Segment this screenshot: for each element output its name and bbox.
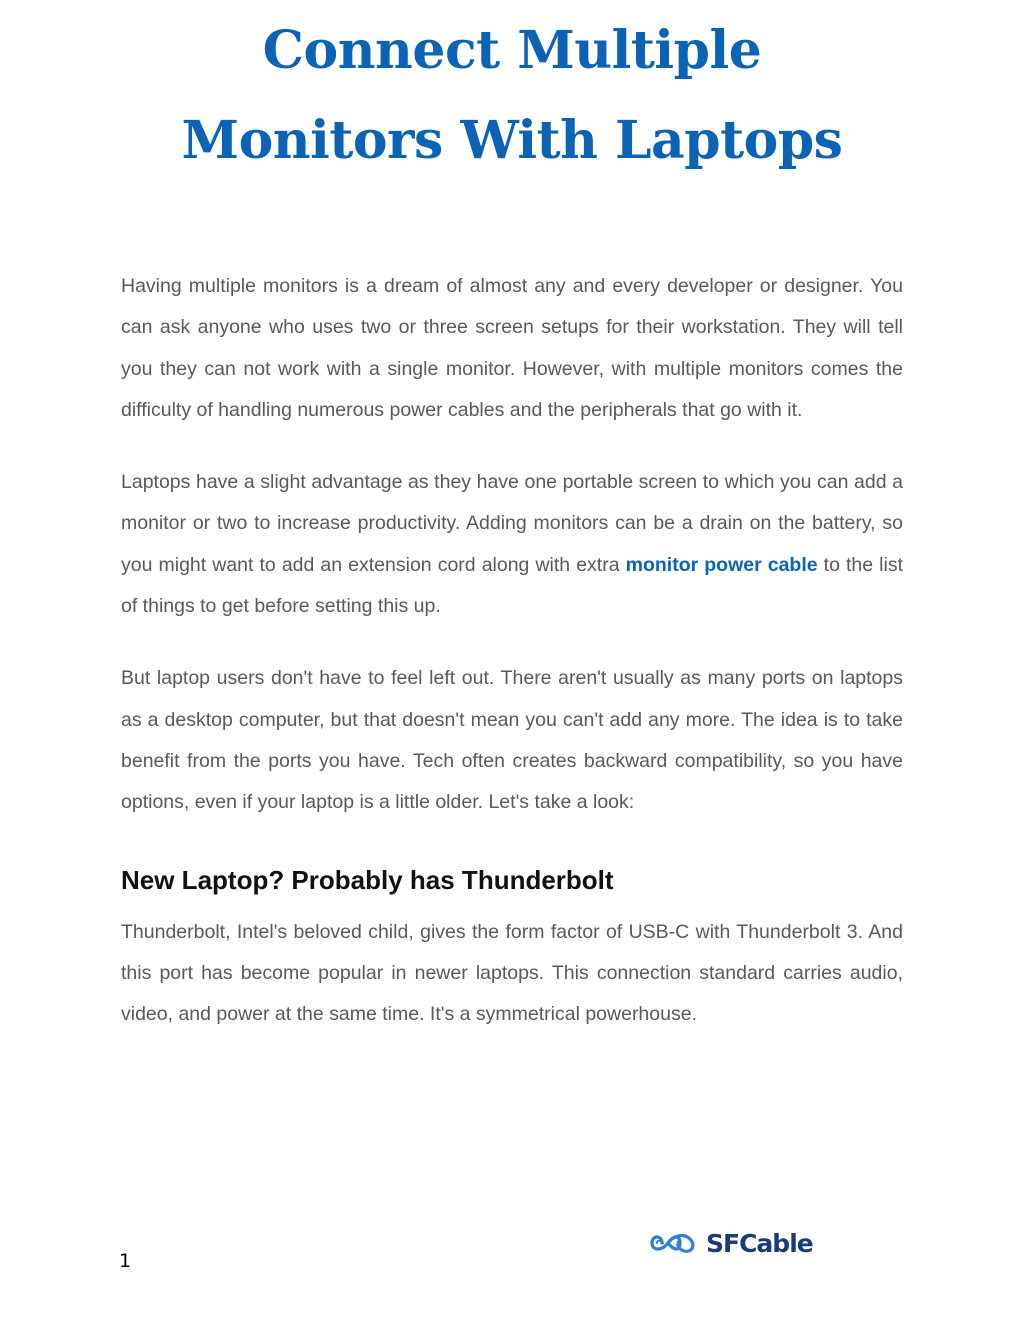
paragraph-laptops-text-before: Laptops have a slight advantage as they have one portable screen to which you can add a monitor or two to increase productivity. Adding monitors can be a drain on the battery, so you might want to add an extension cord along with extra bbox=[121, 471, 903, 576]
document-title bbox=[0, 6, 1024, 186]
paragraph-ports: But laptop users don't have to feel left out. There aren't usually as many ports on laptops as a desktop computer, but that doesn't mean you can't add any more. The idea is to take benefit from the ports you have. Tech often creates backward compatibility, so you have options, even if your laptop is a little older. Let's take a look: bbox=[121, 667, 903, 814]
section-heading-thunderbolt: New Laptop? Probably has Thunderbolt bbox=[121, 864, 614, 895]
title-line-1: Connect Multiple bbox=[262, 20, 762, 81]
sfcable-logo bbox=[648, 1216, 813, 1270]
paragraph-intro: Having multiple monitors is a dream of almost any and every developer or designer. You can ask anyone who uses two or three screen setups for their workstation. They will tell you they can not work with a single monitor. However, with multiple monitors comes the difficulty of handling numerous power cables and the peripherals that go with it. bbox=[121, 275, 903, 421]
paragraph-laptops-text-after: to the list of things to get before setting this up. bbox=[121, 553, 903, 618]
logo-wordmark: SFCable bbox=[706, 1228, 813, 1258]
paragraph-thunderbolt: Thunderbolt, Intel's beloved child, gives the form factor of USB-C with Thunderbolt 3. And this port has become popular in newer laptops. This connection standard carries audio, video, and power at the same time. It's a symmetrical powerhouse. bbox=[121, 920, 903, 1026]
title-line-2: Monitors With Laptops bbox=[181, 110, 843, 171]
infinity-cable-icon bbox=[648, 1227, 700, 1259]
monitor-power-cable-link[interactable]: monitor power cable bbox=[625, 553, 818, 576]
paragraph-laptops bbox=[121, 462, 903, 627]
page-number: 1 bbox=[119, 1250, 132, 1272]
article-body bbox=[121, 266, 903, 1035]
